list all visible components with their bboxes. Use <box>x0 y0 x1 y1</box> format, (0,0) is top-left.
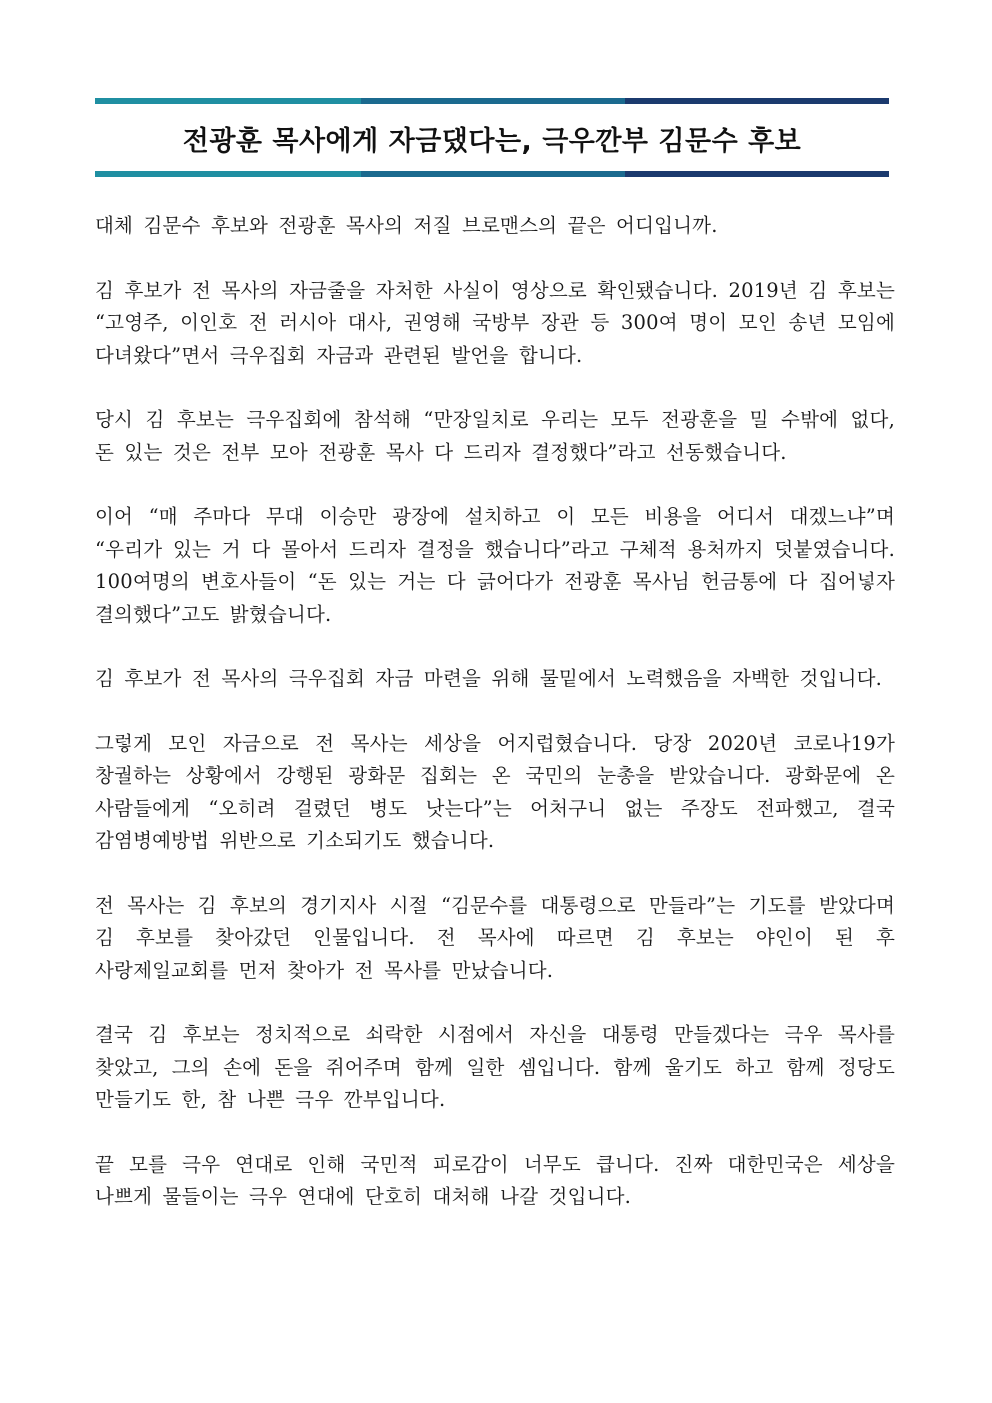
paragraph-6: 그렇게 모인 자금으로 전 목사는 세상을 어지럽혔습니다. 당장 2020년 코로나19가 창궐하는 상황에서 강행된 광화문 집회는 온 국민의 눈총을 받았습니다. 광화문에 온 사람들에게 “오히려 걸렸던 병도 낫는다”는 어처구니 없는 주장도 전파했고, 결국 감염병예방법 위반으로 기소되기도 했습니다. <box>95 731 895 852</box>
paragraph-7: 전 목사는 김 후보의 경기지사 시절 “김문수를 대통령으로 만들라”는 기도를 받았다며 김 후보를 찾아갔던 인물입니다. 전 목사에 따르면 김 후보는 야인이 된 후 사랑제일교회를 먼저 찾아가 전 목사를 만났습니다. <box>95 893 895 982</box>
paragraph-3: 당시 김 후보는 극우집회에 참석해 “만장일치로 우리는 모두 전광훈을 밀 수밖에 없다, 돈 있는 것은 전부 모아 전광훈 목사 다 드리자 결정했다”라고 선동했습니다. <box>95 408 895 464</box>
document-title: 전광훈 목사에게 자금댔다는, 극우깐부 김문수 후보 <box>182 126 802 157</box>
top-rule-segment-1 <box>95 98 361 104</box>
paragraph-8: 결국 김 후보는 정치적으로 쇠락한 시점에서 자신을 대통령 만들겠다는 극우 목사를 찾았고, 그의 손에 돈을 쥐어주며 함께 일한 셈입니다. 함께 울기도 하고 함께 정당도 만들기도 한, 참 나쁜 극우 깐부입니다. <box>95 1023 895 1111</box>
paragraph-5: 김 후보가 전 목사의 극우집회 자금 마련을 위해 물밑에서 노력했음을 자백한 것입니다. <box>95 667 883 690</box>
top-rule-segment-3 <box>625 98 889 104</box>
top-rule-segment-2 <box>361 98 625 104</box>
document-body <box>95 210 895 1214</box>
paragraph-4: 이어 “매 주마다 무대 이승만 광장에 설치하고 이 모든 비용을 어디서 대겠느냐”며 “우리가 있는 거 다 몰아서 드리자 결정을 했습니다”라고 구체적 용처까지 덧붙였습니다. 100여명의 변호사들이 “돈 있는 거는 다 긁어다가 전광훈 목사님 헌금통에 다 집어넣자 결의했다”고도 밝혔습니다. <box>95 505 895 626</box>
top-rule <box>95 98 889 104</box>
paragraph-1: 대체 김문수 후보와 전광훈 목사의 저질 브로맨스의 끝은 어디입니까. <box>95 214 718 237</box>
bottom-rule-segment-3 <box>625 171 889 177</box>
paragraph-9: 끝 모를 극우 연대로 인해 국민적 피로감이 너무도 큽니다. 진짜 대한민국은 세상을 나쁘게 물들이는 극우 연대에 단호히 대처해 나갈 것입니다. <box>95 1152 895 1208</box>
bottom-rule-segment-2 <box>361 171 625 177</box>
paragraph-2: 김 후보가 전 목사의 자금줄을 자처한 사실이 영상으로 확인됐습니다. 2019년 김 후보는 “고영주, 이인호 전 러시아 대사, 권영해 국방부 장관 등 300여 명이 모인 송년 모임에 다녀왔다”면서 극우집회 자금과 관련된 발언을 합니다. <box>95 278 895 367</box>
bottom-rule-segment-1 <box>95 171 361 177</box>
document-page <box>95 98 895 1246</box>
bottom-rule <box>95 171 889 177</box>
